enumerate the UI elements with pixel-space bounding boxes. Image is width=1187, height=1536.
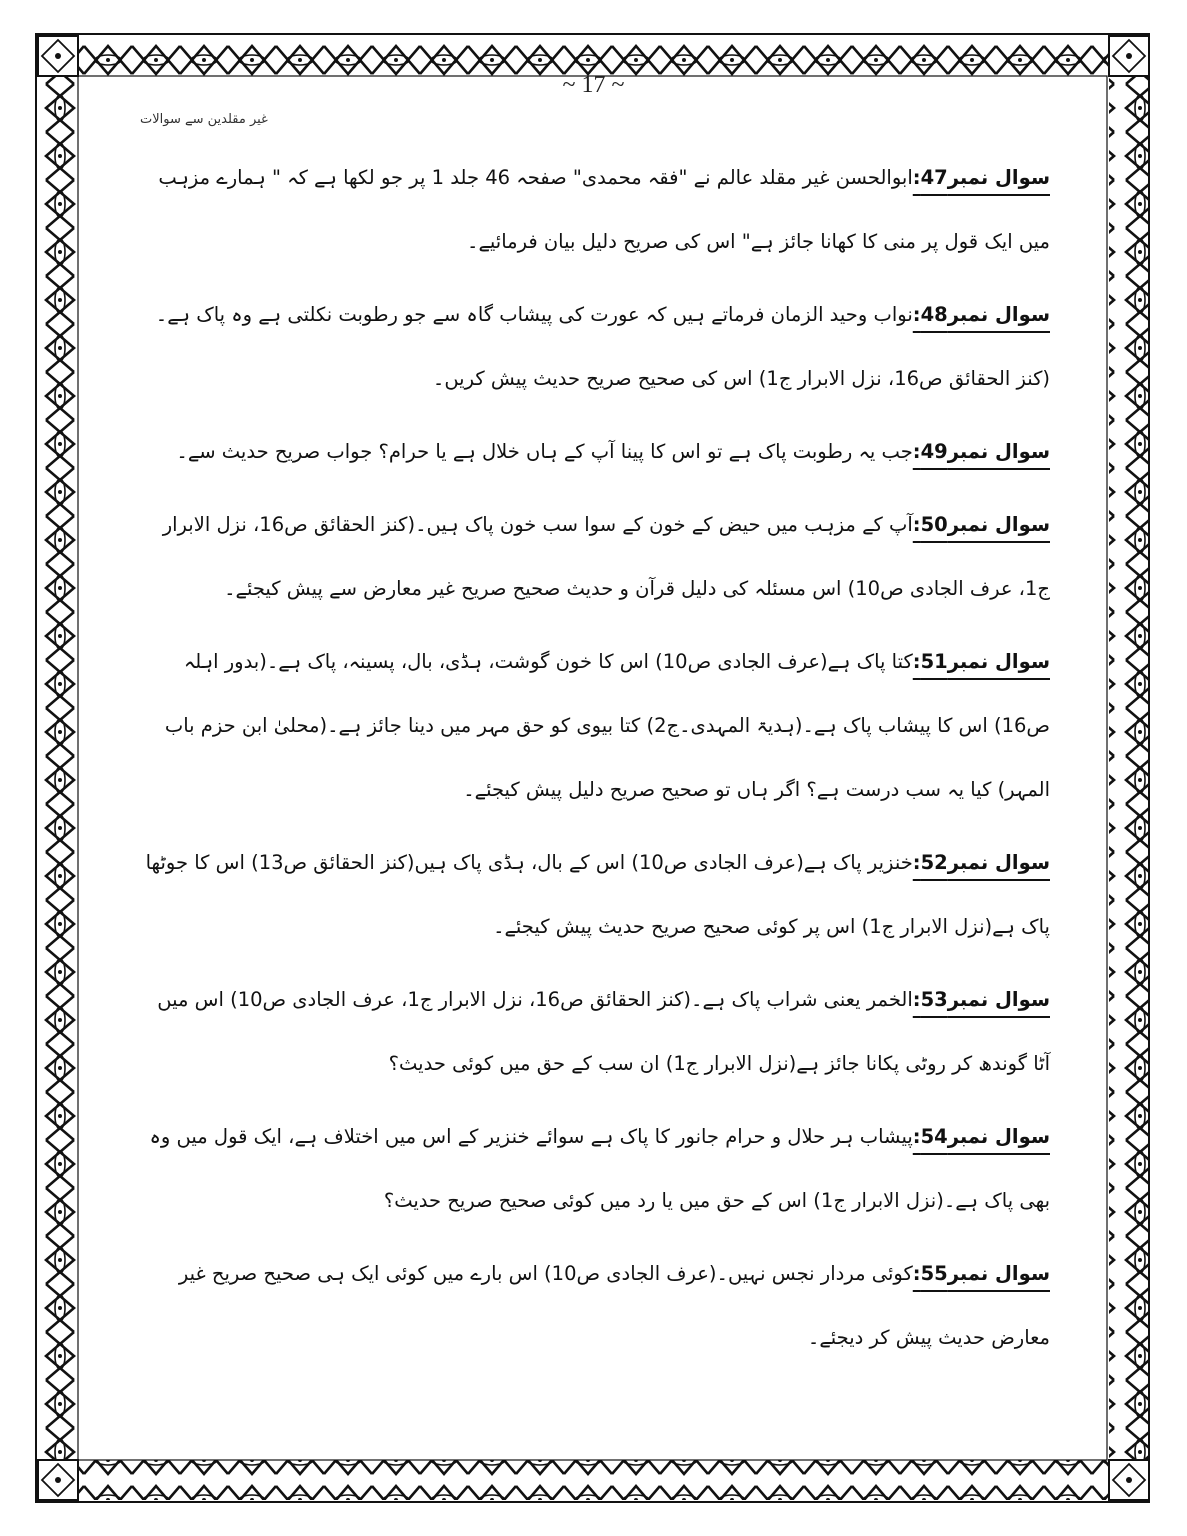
questions-list bbox=[140, 146, 1050, 1379]
running-header: غیر مقلدین سے سوالات bbox=[140, 112, 268, 127]
question-label: سوال نمبر51: bbox=[912, 650, 1050, 673]
question-52 bbox=[140, 831, 1050, 959]
question-label: سوال نمبر50: bbox=[912, 513, 1050, 536]
question-54 bbox=[140, 1105, 1050, 1233]
question-55 bbox=[140, 1242, 1050, 1370]
question-text: کوئی مردار نجس نہیں۔(عرف الجادی ص10) اس بارے میں کوئی ایک ہی صحیح صریح غیر معارض حدیث پیش کر دیجئے۔ bbox=[178, 1262, 1050, 1349]
question-label: سوال نمبر52: bbox=[912, 851, 1050, 874]
question-label: سوال نمبر49: bbox=[912, 440, 1050, 463]
page-number: ~ 17 ~ bbox=[562, 72, 625, 98]
question-text: آپ کے مزہب میں حیض کے خون کے سوا سب خون پاک ہیں۔(کنز الحقائق ص16، نزل الابرار ج1، عرف الجادی ص10) اس مسئلہ کی دلیل قرآن و حدیث صحیح صریح غیر معارض سے پیش کیجئے۔ bbox=[162, 513, 1050, 600]
question-51 bbox=[140, 630, 1050, 822]
question-text: ابوالحسن غیر مقلد عالم نے "فقہ محمدی" صفحہ 46 جلد 1 پر جو لکھا ہے کہ " ہمارے مزہب میں ایک قول پر منی کا کھانا جائز ہے" اس کی صریح دلیل بیان فرمائیے۔ bbox=[158, 166, 1050, 253]
question-label: سوال نمبر47: bbox=[912, 166, 1050, 189]
question-label: سوال نمبر53: bbox=[912, 988, 1050, 1011]
question-49 bbox=[140, 420, 1050, 484]
question-label: سوال نمبر48: bbox=[912, 303, 1050, 326]
question-47 bbox=[140, 146, 1050, 274]
question-48 bbox=[140, 283, 1050, 411]
question-text: پیشاب ہر حلال و حرام جانور کا پاک ہے سوائے خنزیر کے اس میں اختلاف ہے، ایک قول میں وہ بھی پاک ہے۔(نزل الابرار ج1) اس کے حق میں یا رد میں کوئی صحیح صریح حدیث؟ bbox=[149, 1125, 1050, 1212]
question-text: جب یہ رطوبت پاک ہے تو اس کا پینا آپ کے ہاں خلال ہے یا حرام؟ جواب صریح حدیث سے۔ bbox=[176, 440, 913, 463]
question-label: سوال نمبر54: bbox=[912, 1125, 1050, 1148]
question-50 bbox=[140, 493, 1050, 621]
question-53 bbox=[140, 968, 1050, 1096]
question-text: کتا پاک ہے(عرف الجادی ص10) اس کا خون گوشت، ہڈی، بال، پسینہ، پاک ہے۔(بدور اہلہ ص16) اس کا پیشاب پاک ہے۔(ہدیۃ المہدی۔ج2) کتا بیوی کو حق مہر میں دینا جائز ہے۔(محلیٰ ابن حزم باب المہر) کیا یہ سب درست ہے؟ اگر ہاں تو صحیح صریح دلیل پیش کیجئے۔ bbox=[164, 650, 1050, 801]
question-text: خنزیر پاک ہے(عرف الجادی ص10) اس کے بال، ہڈی پاک ہیں(کنز الحقائق ص13) اس کا جوٹھا پاک ہے(نزل الابرار ج1) اس پر کوئی صحیح صریح حدیث پیش کیجئے۔ bbox=[145, 851, 1050, 938]
question-label: سوال نمبر55: bbox=[912, 1262, 1050, 1285]
question-text: نواب وحید الزمان فرماتے ہیں کہ عورت کی پیشاب گاہ سے جو رطوبت نکلتی ہے وہ پاک ہے۔(کنز الحقائق ص16، نزل الابرار ج1) اس کی صحیح صریح حدیث پیش کریں۔ bbox=[155, 303, 1050, 390]
question-text: الخمر یعنی شراب پاک ہے۔(کنز الحقائق ص16، نزل الابرار ج1، عرف الجادی ص10) اس میں آٹا گوندھ کر روٹی پکانا جائز ہے(نزل الابرار ج1) ان سب کے حق میں کوئی حدیث؟ bbox=[157, 988, 1050, 1075]
